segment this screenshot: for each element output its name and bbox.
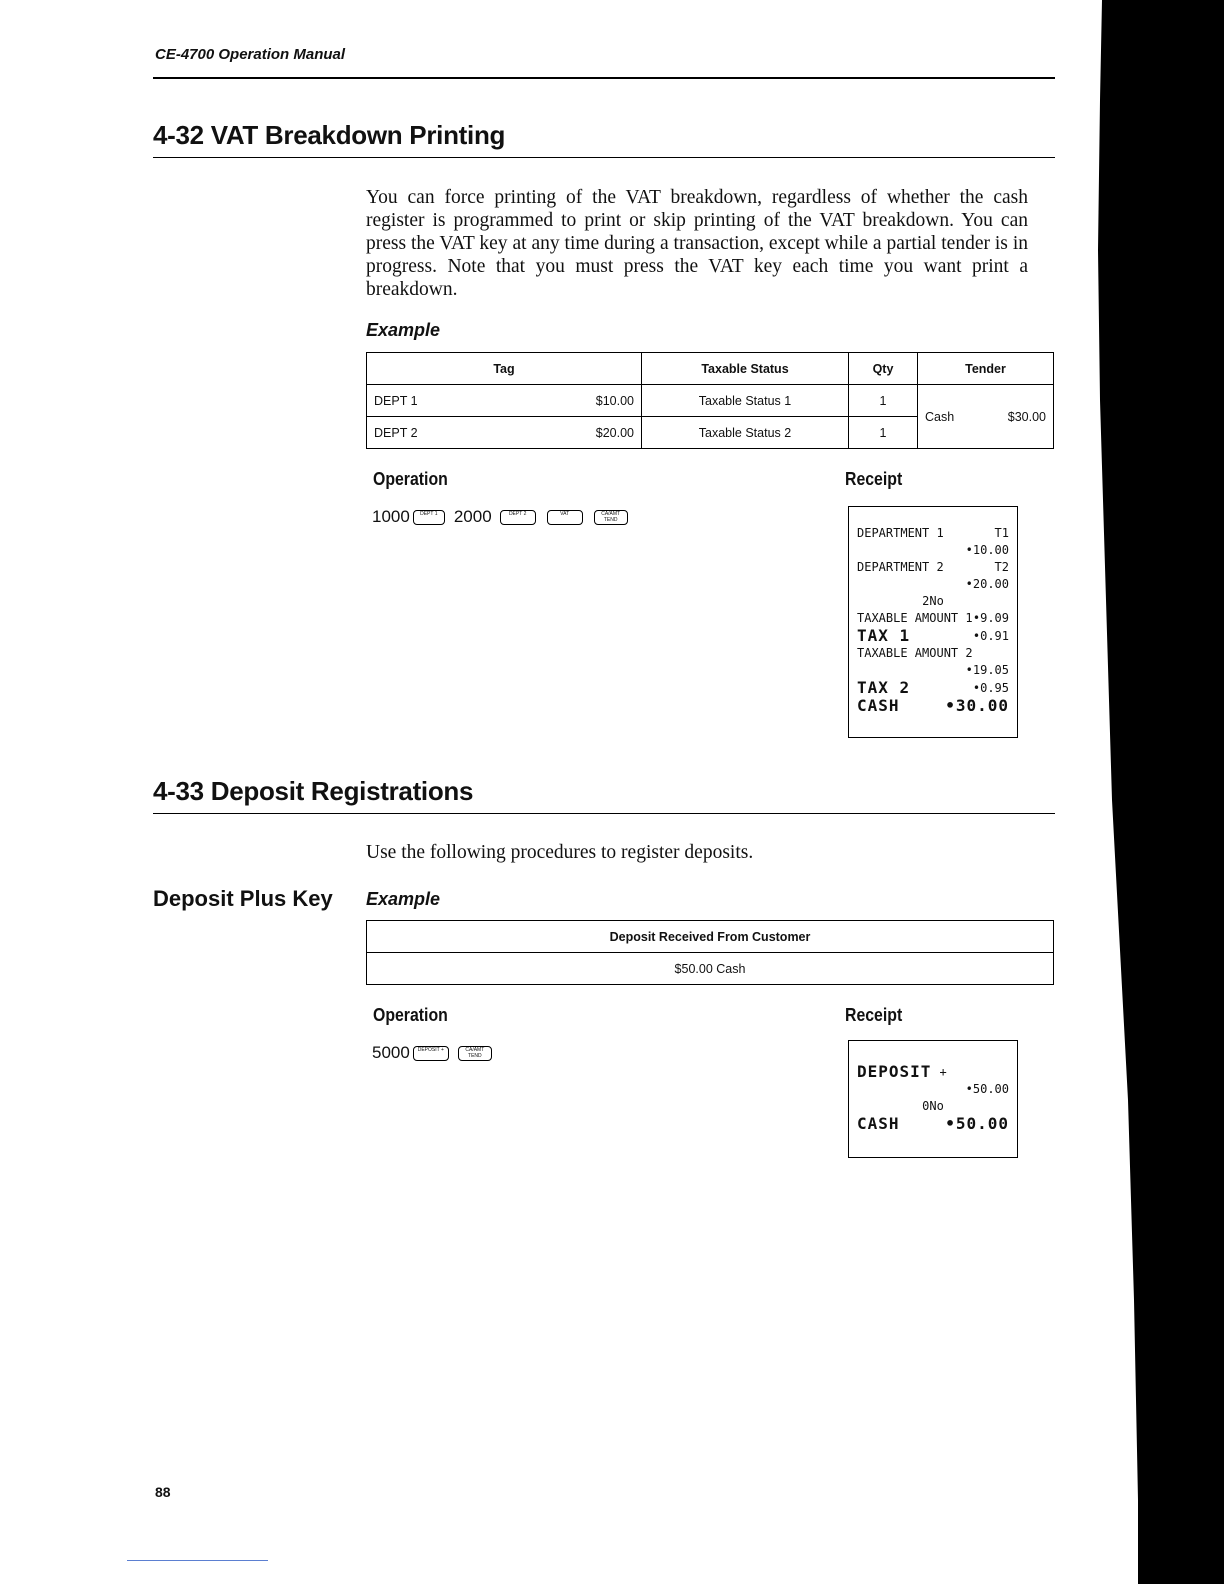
entry-amount: 1000 — [372, 507, 410, 526]
scan-edge-bar — [1098, 0, 1224, 1584]
table-header-qty: Qty — [849, 353, 918, 385]
deposit-example-table — [366, 920, 1054, 985]
deposit-value-cell: $50.00 Cash — [367, 953, 1054, 985]
receipt-line: DEPOSIT + — [857, 1062, 948, 1081]
dept-price: $20.00 — [595, 425, 634, 440]
table-header-tag: Tag — [367, 353, 642, 385]
cash-tender-key: CA/AMT TEND — [594, 510, 628, 525]
receipt-line: CASH •50.00 — [857, 1114, 1009, 1133]
section-rule-vat — [153, 157, 1055, 158]
tag-cell — [367, 385, 642, 417]
table-row — [367, 385, 1054, 417]
deposit-receipt-label: Receipt — [845, 1005, 903, 1025]
vat-operation-label: Operation — [373, 469, 448, 489]
vat-key: VAT — [547, 510, 583, 525]
vat-receipt — [848, 506, 1018, 738]
vat-example-label: Example — [366, 320, 441, 340]
deposit-paragraph: Use the following procedures to register deposits. — [366, 842, 754, 863]
receipt-line: •50.00 — [965, 1082, 1009, 1096]
receipt-line: DEPARTMENT 2 T2 — [857, 560, 1009, 574]
deposit-plus-key-heading: Deposit Plus Key — [153, 886, 333, 911]
vat-paragraph: You can force printing of the VAT breakdown, regardless of whether the cash register is programmed to print or skip printing of the VAT breakdown. You can press the VAT key at any time during a transaction, except while a partial tender is in progress. Note that you must press the VAT key each time you want print a breakdown. — [366, 187, 1028, 300]
qty-cell: 1 — [849, 417, 918, 449]
receipt-line: CASH •30.00 — [857, 696, 1009, 715]
tender-amount: $30.00 — [1007, 409, 1046, 424]
table-header-status: Taxable Status — [642, 353, 849, 385]
deposit-receipt — [848, 1040, 1018, 1158]
dept-2-key: DEPT 2 — [500, 510, 536, 525]
tag-cell — [367, 417, 642, 449]
deposit-operation-sequence — [372, 1043, 495, 1063]
deposit-example-label: Example — [366, 889, 441, 909]
vat-example-table — [366, 352, 1054, 449]
receipt-line: TAXABLE AMOUNT 1 •9.09 — [857, 611, 1009, 625]
section-heading-vat: 4-32 VAT Breakdown Printing — [153, 120, 506, 150]
receipt-line: DEPARTMENT 1 T1 — [857, 526, 1009, 540]
receipt-line: •10.00 — [965, 543, 1009, 557]
entry-amount: 5000 — [372, 1043, 410, 1062]
receipt-line: TAXABLE AMOUNT 2 — [857, 646, 973, 660]
running-header: CE-4700 Operation Manual — [155, 46, 346, 63]
receipt-line: 0No — [922, 1099, 944, 1113]
section-rule-deposit — [153, 813, 1055, 814]
dept-name: DEPT 1 — [374, 393, 418, 408]
receipt-line: •20.00 — [965, 577, 1009, 591]
receipt-line: TAX 1 •0.91 — [857, 626, 1009, 645]
deposit-plus-key: DEPOSIT + — [413, 1046, 449, 1061]
dept-name: DEPT 2 — [374, 425, 418, 440]
vat-receipt-label: Receipt — [845, 469, 903, 489]
tender-cell — [918, 385, 1054, 449]
qty-cell: 1 — [849, 385, 918, 417]
table-header-deposit: Deposit Received From Customer — [367, 921, 1054, 953]
table-header-tender: Tender — [918, 353, 1054, 385]
header-rule — [153, 77, 1055, 79]
deposit-operation-label: Operation — [373, 1005, 448, 1025]
receipt-line: 2No — [922, 594, 944, 608]
status-cell: Taxable Status 2 — [642, 417, 849, 449]
status-cell: Taxable Status 1 — [642, 385, 849, 417]
dept-1-key: DEPT 1 — [413, 510, 445, 525]
receipt-line: TAX 2 •0.95 — [857, 678, 1009, 697]
entry-amount: 2000 — [453, 507, 492, 526]
receipt-line: •19.05 — [965, 663, 1009, 677]
page-number: 88 — [155, 1484, 171, 1500]
dept-price: $10.00 — [595, 393, 634, 408]
scan-link-line — [127, 1560, 268, 1561]
section-heading-deposit: 4-33 Deposit Registrations — [153, 776, 474, 806]
tender-type: Cash — [925, 409, 955, 424]
cash-tender-key: CA/AMT TEND — [458, 1046, 492, 1061]
vat-operation-sequence — [372, 507, 631, 527]
